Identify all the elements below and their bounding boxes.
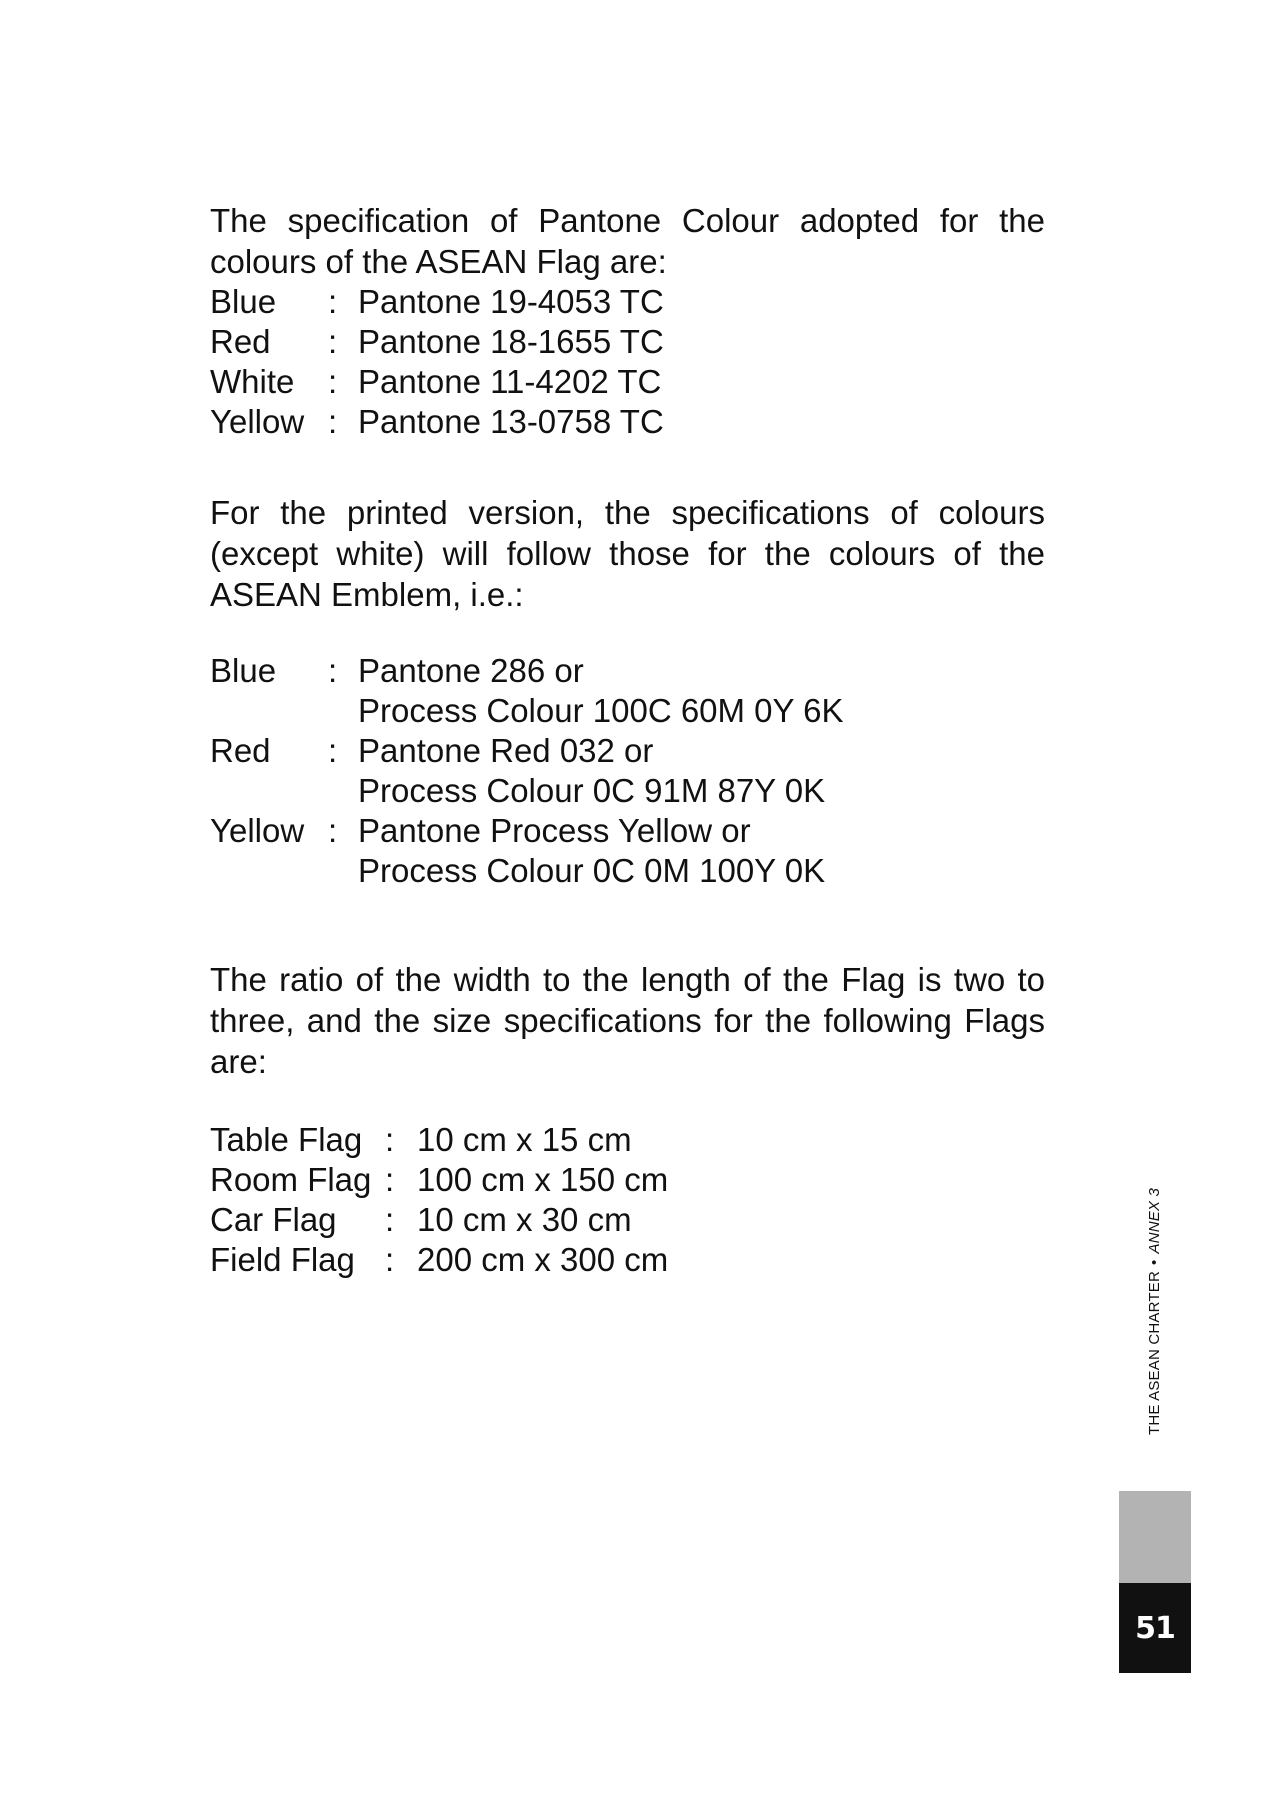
pantone-tc-table: [210, 282, 664, 442]
colour-name: Yellow: [210, 403, 305, 440]
pantone-tc-row-blue: [210, 282, 664, 322]
colour-name: Red: [210, 732, 271, 769]
separator-colon: :: [328, 283, 338, 320]
printed-colours-table: [210, 651, 843, 891]
colour-value: Pantone 13-0758 TC: [358, 403, 664, 440]
pantone-tc-row-yellow: [210, 402, 664, 442]
process-colour-line: Process Colour 0C 91M 87Y 0K: [358, 772, 826, 809]
printed-row-blue: [210, 651, 843, 731]
pantone-line: Pantone Process Yellow or: [358, 812, 751, 849]
colour-spec: [358, 731, 843, 811]
printed-version-paragraph: For the printed version, the specifications of colours (except white) will follow those for the colours of the ASEAN Emblem, i.e.:: [210, 494, 1045, 613]
flag-size: 10 cm x 15 cm: [417, 1121, 632, 1158]
intro-paragraph: The specification of Pantone Colour adopted for the colours of the ASEAN Flag are:: [210, 202, 1045, 280]
process-colour-line: Process Colour 100C 60M 0Y 6K: [358, 692, 844, 729]
colour-name: Blue: [210, 652, 277, 689]
colour-name: Yellow: [210, 812, 305, 849]
separator-colon: :: [328, 403, 338, 440]
colour-spec: [358, 651, 843, 731]
page-content: [210, 200, 1045, 1280]
process-colour-line: Process Colour 0C 0M 100Y 0K: [358, 852, 826, 889]
flag-size: 200 cm x 300 cm: [417, 1241, 669, 1278]
printed-row-yellow: [210, 811, 843, 891]
flag-size: 10 cm x 30 cm: [417, 1201, 632, 1238]
flag-sizes-table: [210, 1120, 668, 1280]
separator-colon: :: [328, 812, 338, 849]
flag-name: Room Flag: [210, 1161, 372, 1198]
flag-size: 100 cm x 150 cm: [417, 1161, 669, 1198]
separator-colon: :: [385, 1241, 395, 1278]
colour-name: White: [210, 363, 295, 400]
colour-value: Pantone 19-4053 TC: [358, 283, 664, 320]
pantone-line: Pantone Red 032 or: [358, 732, 654, 769]
size-row-car-flag: [210, 1200, 668, 1240]
page-number: 51: [1135, 1610, 1175, 1646]
size-row-room-flag: [210, 1160, 668, 1200]
printed-row-red: [210, 731, 843, 811]
flag-name: Table Flag: [210, 1121, 363, 1158]
flag-name: Field Flag: [210, 1241, 355, 1278]
separator-colon: :: [385, 1121, 395, 1158]
pantone-tc-row-white: [210, 362, 664, 402]
running-header-vertical: [1146, 1188, 1163, 1435]
bullet-separator: •: [1146, 1259, 1163, 1265]
separator-colon: :: [328, 732, 338, 769]
pantone-line: Pantone 286 or: [358, 652, 584, 689]
page-number-tab: [1119, 1583, 1191, 1673]
separator-colon: :: [328, 652, 338, 689]
colour-value: Pantone 11-4202 TC: [358, 363, 662, 400]
colour-value: Pantone 18-1655 TC: [358, 323, 664, 360]
size-row-field-flag: [210, 1240, 668, 1280]
size-row-table-flag: [210, 1120, 668, 1160]
pantone-tc-row-red: [210, 322, 664, 362]
colour-spec: [358, 811, 843, 891]
colour-name: Red: [210, 323, 271, 360]
separator-colon: :: [385, 1201, 395, 1238]
annex-label: ANNEX 3: [1146, 1187, 1163, 1254]
flag-name: Car Flag: [210, 1201, 337, 1238]
separator-colon: :: [385, 1161, 395, 1198]
separator-colon: :: [328, 363, 338, 400]
charter-title: THE ASEAN CHARTER: [1146, 1271, 1163, 1435]
page-tab-grey: [1119, 1491, 1191, 1583]
flag-ratio-paragraph: The ratio of the width to the length of the Flag is two to three, and the size specifications for the following Flags are:: [210, 961, 1045, 1080]
separator-colon: :: [328, 323, 338, 360]
colour-name: Blue: [210, 283, 277, 320]
